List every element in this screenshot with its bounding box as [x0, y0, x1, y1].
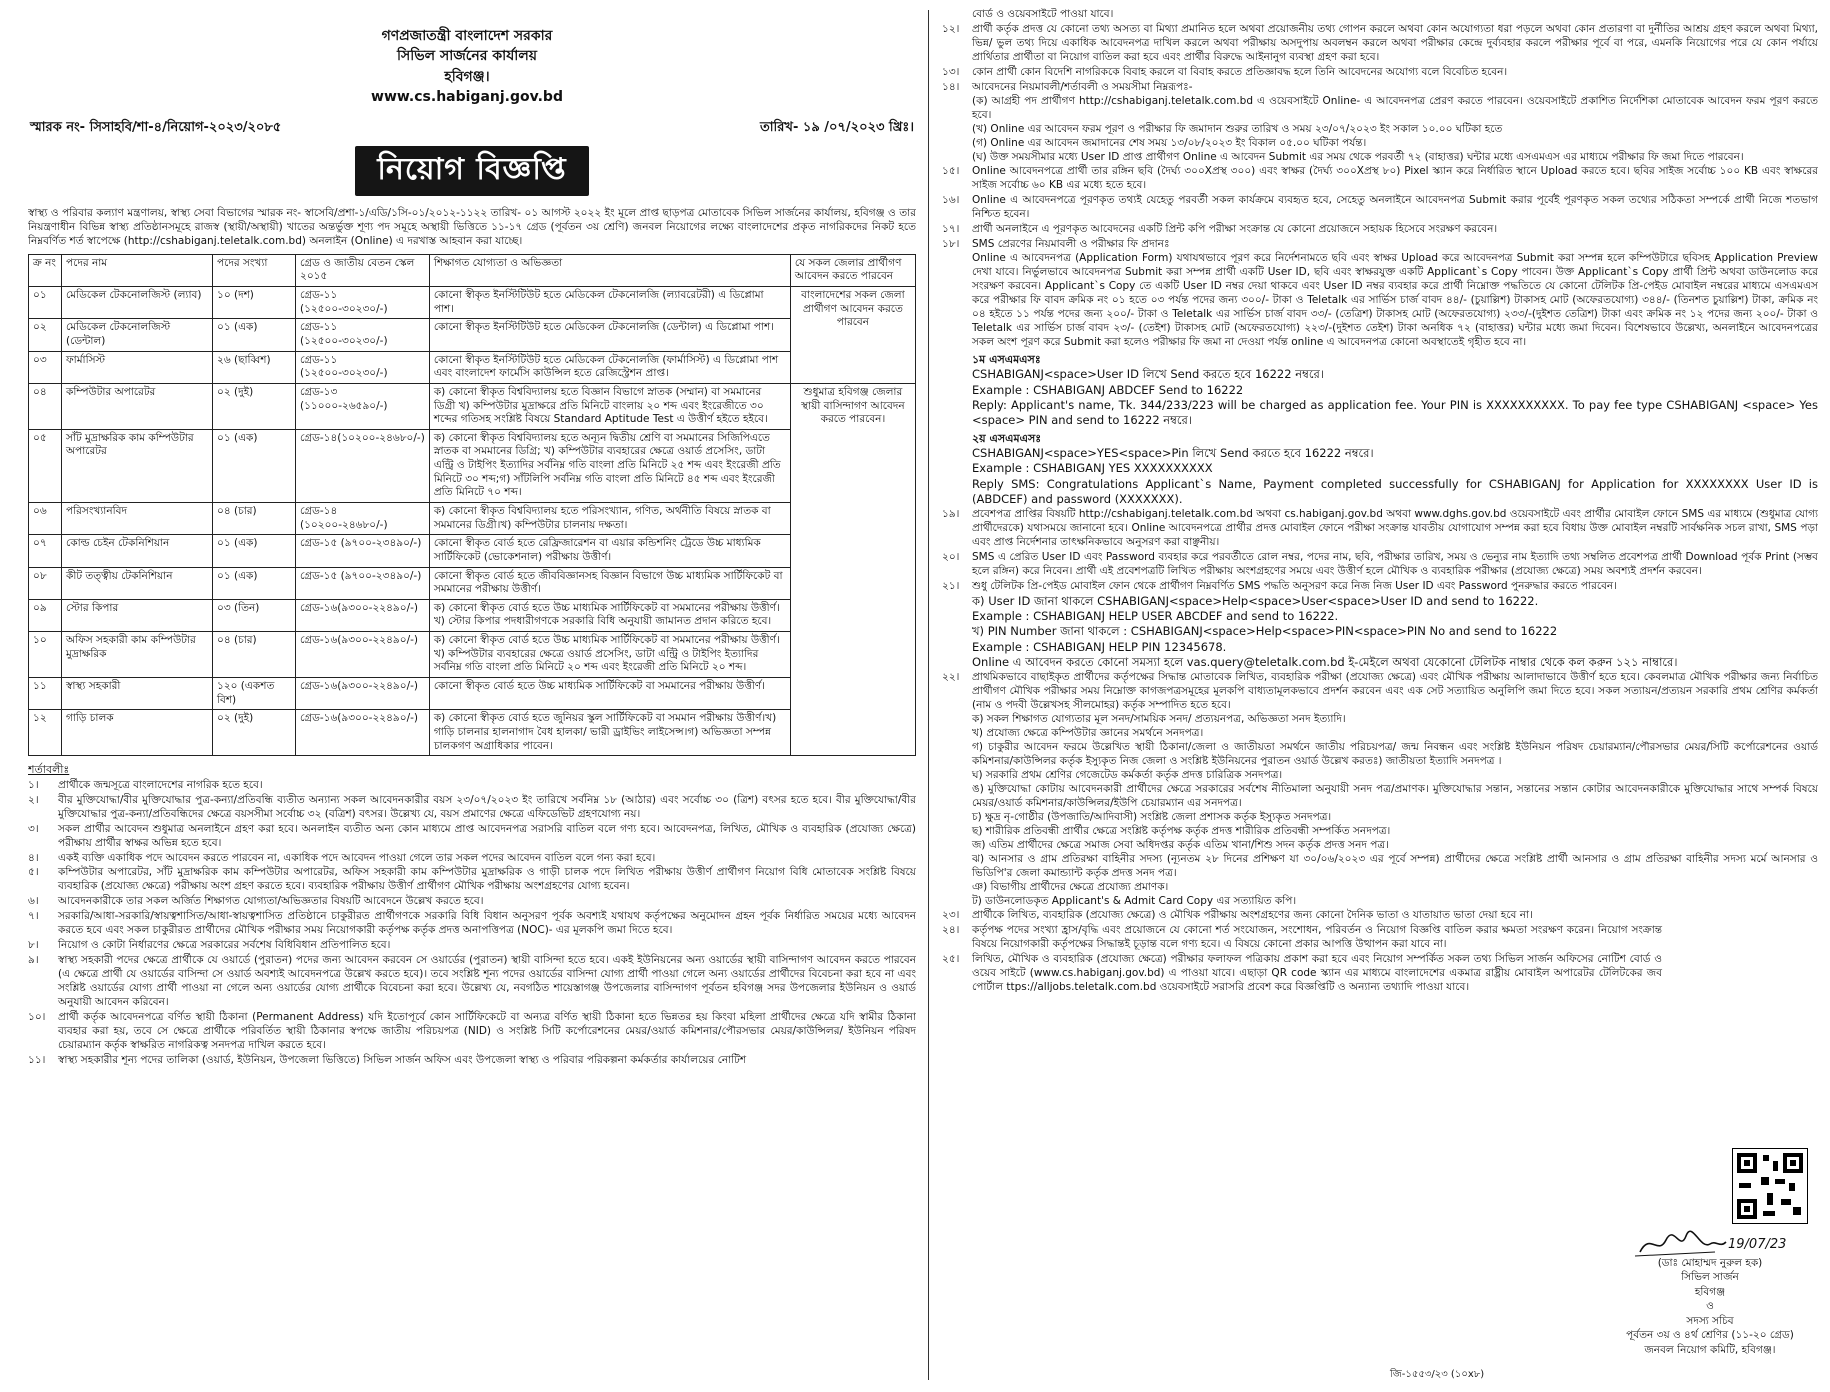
office-name: সিভিল সার্জনের কার্যালয় [396, 48, 538, 65]
post-count: ০২ (দুই) [213, 710, 296, 756]
item22-subpoint: ঙ) মুক্তিযোদ্ধা কোটায় আবেদনকারী প্রার্থীদের ক্ষেত্রে সরকারের সর্বশেষ নীতিমালা অনুযায়ী সনদ পত্র/প্রমাণক। মুক্তিযোদ্ধার সন্তান, সন্তানের সন্তান কোটার আবেদনকারীকে মুক্তিযোদ্ধার সাথে সম্পর্ক বিষয়ে মেয়র/ওয়ার্ড কমিশনার/কাউন্সিলর/ইউপি চেয়ারম্যান এর সনদপত্র। [972, 782, 1818, 809]
post-qualification: কোনো স্বীকৃত বোর্ড হতে রেফ্রিজারেশন বা এয়ার কন্ডিশনিং ট্রেডে উচ্চ মাধ্যমিক সার্টিফিকেট (ভোকেশনাল) পরীক্ষায় উত্তীর্ণ। [429, 535, 790, 567]
item-number: ১০। [28, 1011, 46, 1023]
item-text: Online আবেদনপত্রে প্রার্থী তার রঙ্গিন ছবি (দৈর্ঘ্য ৩০০Xপ্রস্থ ৩০০) এবং স্বাক্ষর (দৈর্ঘ্য ৩০০Xপ্রস্থ ৮০) Pixel স্ক্যান করে নির্ধারিত স্থানে Upload করতে হবে। ছবির সাইজ সর্বোচ্চ ১০০ KB এবং স্বাক্ষরের সাইজ সর্বোচ্চ ৬০ KB এর মধ্যে হতে হবে। [972, 165, 1818, 192]
item-text: সকল প্রার্থীর আবেদন শুধুমাত্র অনলাইনে গ্রহণ করা হবে। অনলাইন ব্যতীত অন্য কোন মাধ্যমে প্রাপ্ত আবেদনপত্র সরাসরি বাতিল বলে গণ্য হবে। আবেদনপত্র, লিখিত, মৌখিক ও ব্যবহারিক (প্রযোজ্য ক্ষেত্রে) পরীক্ষায় প্রার্থীর স্বাক্ষর অভিন্ন হতে হবে। [58, 822, 916, 849]
condition-item [942, 909, 1662, 923]
committee-line2: জনবল নিয়োগ কমিটি, হবিগঞ্জ। [1644, 1343, 1776, 1356]
item21-subpoint: Example : CSHABIGANJ HELP PIN 12345678. [972, 639, 1227, 654]
post-grade: গ্রেড-১৫ (৯৭০০-২৩৪৯০/-) [296, 535, 430, 567]
signatory-place: হবিগঞ্জ [1694, 1285, 1726, 1298]
item22-subpoint: ঘ) সরকারি প্রথম শ্রেণির গেজেটেড কর্মকর্তা কর্তৃক প্রদত্ত চারিত্রিক সনদপত্র। [972, 768, 1283, 781]
item21-subpoint: ক) User ID জানা থাকলে CSHABIGANJ<space>Help<space>User<space>User ID and send to 16222. [972, 593, 1539, 608]
item-text: প্রার্থীকে জন্মসূত্রে বাংলাদেশের নাগরিক হতে হবে। [58, 778, 263, 791]
condition-item [28, 852, 916, 866]
table-row [29, 632, 916, 678]
item14-subpoint: (গ) Online এর আবেদন জমাদানের শেষ সময় ১৩/০৮/২০২৩ ইং বিকাল ০৫.০০ ঘটিকা পর্যন্ত। [972, 136, 1367, 149]
district-eligibility-all: বাংলাদেশের সকল জেলা প্রার্থীগণ আবেদন করতে পারবেন [790, 287, 915, 384]
signature-image [1620, 1222, 1800, 1256]
table-row [29, 710, 916, 756]
condition-item [942, 924, 1662, 952]
item-number: ১৭। [942, 223, 960, 236]
qr-code[interactable] [1732, 1148, 1808, 1224]
item-text: SMS এ প্রেরিত User ID এবং Password ব্যবহার করে পরবর্তীতে রোল নম্বর, পদের নাম, ছবি, পরীক্ষার তারিখ, সময় ও ভেন্যুর নাম ইত্যাদি তথ্য সম্বলিত প্রবেশপত্র প্রার্থী Download পূর্বক Print (সম্ভব হলে রঙ্গিন) করে নিবেন। প্রার্থী এই প্রবেশপত্রটি লিখিত পরীক্ষায় অংশগ্রহণের সময়ে এবং উত্তীর্ণ হলে মৌখিক ও ব্যবহারিক পরীক্ষার (প্রযোজ্য ক্ষেত্রে) সময় অবশ্যই প্রদর্শন করবেন। [972, 551, 1818, 577]
item-number: ৩। [28, 822, 39, 835]
post-qualification: কোনো স্বীকৃত বোর্ড হতে জীববিজ্ঞানসহ বিজ্ঞান বিভাগে উচ্চ মাধ্যমিক সার্টিফিকেট বা সমমানের পরীক্ষায় উত্তীর্ণ। [429, 567, 790, 599]
condition-item [28, 779, 916, 793]
post-name: ফার্মাসিস্ট [62, 351, 213, 383]
sms1-line: CSHABIGANJ<space>User ID লিখে Send করতে হবে 16222 নম্বরে। [972, 367, 1324, 382]
table-row [29, 287, 916, 319]
sms2-line: Example : CSHABIGANJ YES XXXXXXXXXX [972, 461, 1213, 476]
svg-text:19/07/23: 19/07/23 [1728, 1237, 1787, 1252]
condition-item [28, 954, 916, 1010]
signatory-role: সদস্য সচিব [1686, 1314, 1734, 1327]
post-grade: গ্রেড-১৬(৯৩০০-২২৪৯০/-) [296, 632, 430, 678]
signatory-and: ও [1706, 1300, 1714, 1313]
post-name: কোল্ড চেইন টেকনিশিয়ান [62, 535, 213, 567]
item-text: কম্পিউটার অপারেটর, সাঁট মুদ্রাক্ষরিক কাম কম্পিউটার অপারেটর, অফিস সহকারী কাম কম্পিউটার মুদ্রাক্ষরিক ও গাড়ী চালক পদে লিখিত পরীক্ষায় উত্তীর্ণ প্রার্থীগণ নিয়োগ বিধি মোতাবেক সংশ্লিষ্ট বিষয়ে ব্যবহারিক (প্রযোজ্য ক্ষেত্রে) পরীক্ষায় অংশ গ্রহণ করতে হবে। ব্যবহারিক পরীক্ষায় উত্তীর্ণ প্রার্থীগণ মৌখিক পরীক্ষায় অংশগ্রহণের যোগ্য হবেন। [58, 866, 916, 893]
post-name: কম্পিউটার অপারেটর [62, 383, 213, 429]
condition-item [942, 23, 1818, 65]
post-grade: গ্রেড-১১ (১২৫০০-৩০২৩০/-) [296, 351, 430, 383]
post-serial: ০৬ [29, 502, 62, 534]
item-text: প্রার্থীকে লিখিত, ব্যবহারিক (প্রযোজ্য ক্ষেত্রে) ও মৌখিক পরীক্ষায় অংশগ্রহণের জন্য কোনো দৈনিক ভাতা ও যাতায়াত ভাতা দেয়া হবে না। [972, 909, 1533, 922]
post-name: অফিস সহকারী কাম কম্পিউটার মুদ্রাক্ষরিক [62, 632, 213, 678]
item-text: Online এ আবেদনপত্রে পূরণকৃত তথ্যই যেহেতু পরবর্তী সকল কার্যক্রমে ব্যবহৃত হবে, সেহেতু অনলাইনে আবেদনপত্র Submit করার পূর্বেই পূরণকৃত সকল তথ্যের সঠিকতা সম্পর্কে প্রার্থী নিজে শতভাগ নিশ্চিত হবেন। [972, 194, 1818, 221]
memo-line [28, 119, 916, 136]
item14-subpoint: (ক) আগ্রহী পদ প্রার্থীগণ http://cshabiganj.teletalk.com.bd এ ওয়েবসাইটে Online- এ আবেদনপত্র প্রেরণ করতে পারবেন। ওয়েবসাইটে প্রকাশিত নির্দেশিকা মোতাবেক আবেদন ফরম পূরণ করতে হবে। [972, 94, 1818, 121]
post-grade: গ্রেড-১১ (১২৫০০-৩০২৩০/-) [296, 287, 430, 319]
post-serial: ০১ [29, 287, 62, 319]
post-grade: গ্রেড-১৫ (৯৭০০-২৩৪৯০/-) [296, 567, 430, 599]
condition-item [942, 81, 1818, 95]
item-number: ৬। [28, 895, 39, 908]
post-serial: ০৭ [29, 535, 62, 567]
header-post-count: পদের সংখ্যা [213, 254, 296, 286]
item-text: বীর মুক্তিযোদ্ধা/বীর মুক্তিযোদ্ধার পুত্র-কন্যা/প্রতিবন্ধি ব্যতীত অন্যান্য সকল আবেদনকারীর বয়স ২৩/০৭/২০২৩ ইং তারিখে সর্বনিম্ন ১৮ (আঠার) এবং সর্বোচ্চ ৩০ (ত্রিশ) বৎসর হতে হবে। বীর মুক্তিযোদ্ধা/বীর মুক্তিযোদ্ধার পুত্র-কন্যা/প্রতিবন্ধিদের ক্ষেত্রে বয়সসীমা সর্বোচ্চ ৩২ (বত্রিশ) বৎসর। উল্লেখ্য যে, বয়স প্রমাণের ক্ষেত্রে এফিডেভিট গ্রহণযোগ্য নয়। [58, 793, 916, 820]
item-number: ২৩। [942, 909, 960, 922]
item-text: কোন প্রার্থী কোন বিদেশি নাগরিককে বিবাহ করলে বা বিবাহ করতে প্রতিজ্ঞাবদ্ধ হলে তিনি আবেদনের অযোগ্য বলে বিবেচিত হবেন। [972, 65, 1508, 78]
sms2-lines [942, 446, 1818, 507]
sms1-title: ১ম এসএমএসঃ [972, 352, 1041, 366]
header-district: যে সকল জেলার প্রার্থীগণ আবেদন করতে পারবেন [790, 254, 915, 286]
item22-subpoint: ক) সকল শিক্ষাগত যোগ্যতার মূল সনদ/সাময়িক সনদ/ প্রত্যয়নপত্র, অভিজ্ঞতা সনদ ইত্যাদি। [972, 713, 1346, 726]
item-number: ১৫। [942, 165, 960, 178]
item18-body: Online এ আবেদনপত্র (Application Form) যথাযথভাবে পূরণ করে নির্দেশনামতে ছবি এবং স্বাক্ষর Upload করে আবেদনপত্র Submit করা সম্পন্ন হলে কম্পিউটারে ছবিসহ Application Preview দেখা যাবে। নির্ভুলভাবে আবেদনপত্র Submit করা সম্পন্ন প্রার্থী একটি User ID, ছবি এবং স্বাক্ষরযুক্ত একটি Applicant`s Copy পাবেন। উক্ত Applicant`s Copy প্রার্থী প্রিন্ট অথবা ডাউনলোড করে সংরক্ষণ করবেন। Applicant`s Copy তে একটি User ID নম্বর দেয়া থাকবে এবং User ID নম্বর ব্যবহার করে প্রার্থী নিম্নোক্ত পদ্ধতিতে যে কোনো টেলিটক প্রি-পেইড মোবাইল নম্বরের মাধ্যমে এসএমএস করে পরীক্ষার ফি বাবদ ক্রমিক নং ০১ হতে ০৩ পর্যন্ত পদের জন্য ৩০০/- টাকা ও Teletalk এর সার্ভিস চার্জ বাবদ ৪৪/- (চুয়াল্লিশ) টাকাসহ মোট (অফেরতযোগ্য) ৩৪৪/- (তিনশত চুয়াল্লিশ) টাকা, ক্রমিক নং ০৪ হইতে ১১ পর্যন্ত পদের জন্য ২০০/- টাকা ও Teletalk এর সার্ভিস চার্জ বাবদ ৩৩/- (তেত্রিশ) টাকাসহ মোট (অফেরতযোগ্য) ২৩৩/-(দুইশত তেত্রিশ) টাকা এবং ক্রমিক নং ১২ পদের জন্য ২০০/- টাকা ও Teletalk এর সার্ভিস চার্জ বাবদ ২৩/- (তেইশ) টাকাসহ মোট (অফেরতযোগ্য) ২২৩/-(দুইশত তেইশ) টাকা অনধিক ৭২ (বাহাত্তর) ঘন্টার মধ্যে জমা দিবেন। বিশেষভাবে উল্লেখ্য, অনলাইনে আবেদনপত্রের সকল অংশ পূরণ করে Submit করা হলেও পরীক্ষার ফি জমা না দেওয়া পর্যন্ত online এ আবেদনপত্র কোনো অবস্থাতেই গৃহীত হবে না। [972, 252, 1818, 348]
post-grade: গ্রেড-১৪ (১০২০০-২৪৬৮০/-) [296, 502, 430, 534]
memo-number: স্মারক নং- সিসাহবি/শা-৪/নিয়োগ-২০২৩/২০৮৫ [30, 120, 282, 136]
header-post-name: পদের নাম [62, 254, 213, 286]
item22-subpoint: ঞ) বিভাগীয় প্রার্থীদের ক্ষেত্রে প্রযোজ্য প্রমাণক। [972, 880, 1169, 893]
left-column [28, 26, 916, 1378]
condition-item [942, 508, 1818, 550]
post-name: মেডিকেল টেকনোলজিস্ট (ল্যাব) [62, 287, 213, 319]
condition-item [942, 580, 1818, 594]
item-text: আবেদনের নিয়মাবলী/শর্তাবলী ও সময়সীমা নিম্নরূপঃ- [972, 80, 1193, 93]
intro-paragraph: স্বাস্থ্য ও পরিবার কল্যাণ মন্ত্রণালয়, স্বাস্থ্য সেবা বিভাগের স্মারক নং- স্বাসেবি/প্রশা-১/এডি/১সি-০১/২০১২-১১২২ তারিখ- ০১ আগস্ট ২০২২ ইং মূলে প্রাপ্ত ছাড়পত্র মোতাবেক সিভিল সার্জনের কার্যালয়, হবিগঞ্জ ও তার নিয়ন্ত্রণাধীন বিভিন্ন স্বাস্থ্য প্রতিষ্ঠানসমূহে রাজস্ব (স্থায়ী/অস্থায়ী) খাতের অন্তর্ভুক্ত শূণ্য পদ সমূহে অস্থায়ী ভিত্তিতে ১১-১৭ গ্রেড (পূর্বতন ৩য় শ্রেণি) জনবল নিয়োগের লক্ষ্যে বাংলাদেশের প্রকৃত নাগরিকদের নিকট হতে নিম্নবর্ণিত শর্ত স্বাপেক্ষে (http://cshabiganj.teletalk.com.bd) অনলাইন (Online) এ দরখাস্ত আহবান করা যাচ্ছে। [28, 206, 916, 248]
district-eligibility-local: শুধুমাত্র হবিগঞ্জ জেলার স্থায়ী বাসিন্দাগণ আবেদন করতে পারবেন। [790, 383, 915, 755]
item21-sublist [942, 594, 1818, 670]
condition-item [28, 823, 916, 851]
item-number: ৭। [28, 910, 39, 923]
post-qualification: ক) কোনো স্বীকৃত বিশ্ববিদ্যালয় হতে বিজ্ঞান বিভাগে স্নাতক (সম্মান) বা সমমানের ডিগ্রী খ) কম্পিউটার মুদ্রাক্ষরে প্রতি মিনিটে বাংলায় ২০ শব্দ এবং ইংরেজীতে ৩০ শব্দের গতিসহ সংশ্লিষ্ট বিষয়ে Standard Aptitude Test এ উত্তীর্ণ হইতে হইবে। [429, 383, 790, 429]
sms1-lines [942, 367, 1818, 428]
item-number: ৫। [28, 866, 39, 879]
post-serial: ০৩ [29, 351, 62, 383]
memo-date: তারিখ- ১৯ /০৭/২০২৩ খ্রিঃ। [760, 120, 914, 136]
item21-subpoint: Online এ আবেদন করতে কোনো সমস্যা হলে vas.query@teletalk.com.bd ই-মেইলে অথবা যেকোনো টেলিটক নাম্বার থেকে কল করুন ১২১ নাম্বারে। [972, 655, 1678, 669]
condition-item [28, 866, 916, 894]
table-row [29, 351, 916, 383]
post-name: গাড়ি চালক [62, 710, 213, 756]
header-qualification: শিক্ষাগত যোগ্যতা ও অভিজ্ঞতা [429, 254, 790, 286]
post-count: ০৩ (তিন) [213, 599, 296, 631]
condition-item [28, 1054, 916, 1068]
post-qualification: ক) কোনো স্বীকৃত বিশ্ববিদ্যালয় হতে পরিসংখ্যান, গণিত, অর্থনীতি বিষয়ে স্নাতক বা সমমানের ডিগ্রী।খ) কম্পিউটার চালনায় দক্ষতা। [429, 502, 790, 534]
post-serial: ১০ [29, 632, 62, 678]
condition-item [942, 223, 1818, 237]
post-grade: গ্রেড-১৬(৯৩০০-২২৪৯০/-) [296, 678, 430, 710]
item22-subpoint: ছ) শারীরিক প্রতিবন্ধী প্রার্থীর ক্ষেত্রে সংশ্লিষ্ট কর্তৃপক্ষ কর্তৃক প্রদত্ত শারীরিক প্রতিবন্ধী সম্পর্কিত সনদপত্র। [972, 824, 1391, 837]
post-qualification: ক) কোনো স্বীকৃত বোর্ড হতে উচ্চ মাধ্যমিক সার্টিফিকেট বা সমমানের পরীক্ষায় উত্তীর্ণ।খ) স্টোর কিপার পদধারীগণকে সরকারি বিধি অনুযায়ী জামানত প্রদান করিতে হবে। [429, 599, 790, 631]
item22-subpoint: জ) এতিম প্রার্থীদের ক্ষেত্রে সমাজ সেবা অধিদপ্তর কর্তৃক এতিম খানা/শিশু সদন কর্তৃক প্রদত্ত সনদ পত্র। [972, 838, 1389, 851]
item14-sublist [942, 95, 1818, 165]
post-count: ০১ (এক) [213, 567, 296, 599]
condition-item [28, 1011, 916, 1053]
table-row [29, 383, 916, 429]
post-serial: ১১ [29, 678, 62, 710]
sms2-line: Reply SMS: Congratulations Applicant`s Name, Payment completed successfully for CSHABIGANJ for Application for XXXXXXXX User ID is (ABDCEF) and password (XXXXXXX). [972, 476, 1818, 506]
item-text: লিখিত, মৌখিক ও ব্যবহারিক (প্রযোজ্য ক্ষেত্রে) পরীক্ষার ফলাফল পত্রিকায় প্রকাশ করা হবে এবং নিয়োগ সম্পর্কিত সকল তথ্য সিভিল সার্জন অফিসের নোটিশ বোর্ড ও ওয়েব সাইটে (www.cs.habiganj.gov.bd) এ পাওয়া যাবে। এছাড়া QR code স্ক্যান এর মাধ্যমে বাংলাদেশের একমাত্র রাষ্ট্রীয় মোবাইল অপারেটর টেলিটকের জব পোর্টাল ttps://alljobs.teletalk.com.bd ওয়েবসাইটে সরাসরি প্রবেশ করে বিজ্ঞপ্তিটি ও অন্যান্য তথ্যাদি পাওয়া যাবে। [972, 953, 1662, 994]
item-text: আবেদনকারীকে তার সকল অর্জিত শিক্ষাগত যোগ্যতা/অভিজ্ঞতার বিষয়টি আবেদনে উল্লেখ করতে হবে। [58, 895, 484, 908]
footer-code: জি-১৫৫৩/২৩ (১০x৮) [1390, 1369, 1485, 1380]
vacancy-table [28, 254, 916, 757]
table-header-row [29, 254, 916, 286]
item-number: ১২। [942, 22, 960, 35]
right-column [942, 8, 1818, 1384]
item-text: একই ব্যক্তি একাধিক পদে আবেদন করতে পারবেন না, একাধিক পদে আবেদন পাওয়া গেলে তার সকল পদের আবেদন বাতিল বলে গন্য করা হবে। [58, 851, 656, 864]
post-qualification: ক) কোনো স্বীকৃত বোর্ড হতে উচ্চ মাধ্যমিক সার্টিফিকেট বা সমমানের পরীক্ষায় উত্তীর্ণ।খ) কম্পিউটার ব্যবহারের ক্ষেত্রে ওয়ার্ড প্রসেসিং, ডাটা এন্ট্রি ও টাইপিং ইত্যাদির সর্বনিম্ন গতি বাংলা প্রতি মিনিটে ২০ শব্দ এবং ইংরেজী প্রতি মিনিটে ২০ শব্দ। [429, 632, 790, 678]
signatory-name: (ডাঃ মোহাম্মদ নুরুল হক) [1657, 1257, 1763, 1269]
condition-item [942, 671, 1818, 713]
item-number: ২২। [942, 671, 960, 684]
govt-name: গণপ্রজাতন্ত্রী বাংলাদেশ সরকার [381, 28, 553, 44]
table-row [29, 502, 916, 534]
committee-line1: পূর্বতন ৩য় ও ৪র্থ শ্রেণির (১১-২০ গ্রেড) [1626, 1329, 1794, 1342]
item11-continuation: বোর্ড ও ওয়েবসাইটে পাওয়া যাবে। [972, 8, 1114, 20]
table-row [29, 319, 916, 351]
item22-subpoint: ট) ডাউনলোডকৃত Applicant's & Admit Card Copy এর সত্যায়িত কপি। [972, 894, 1297, 907]
condition-item [942, 551, 1818, 579]
post-serial: ১২ [29, 710, 62, 756]
condition-item [942, 194, 1818, 222]
items-group-b [942, 165, 1818, 252]
item14-subpoint: (খ) Online এর আবেদন ফরম পূরণ ও পরীক্ষার ফি জমাদান শুরুর তারিখ ও সময় ২৩/০৭/২০২৩ ইং সকাল ১০.০০ ঘটিকা হতে [972, 122, 1503, 135]
table-row [29, 599, 916, 631]
post-qualification: ক) কোনো স্বীকৃত বোর্ড হতে জুনিয়র স্কুল সার্টিফিকেট বা সমমান পরীক্ষায় উত্তীর্ণ।খ) গাড়ি চালনার হালনাগাদ বৈধ হালকা/ ভারী ড্রাইভিং লাইসেন্স।গ) অভিজ্ঞতা সম্পন্ন চালকগণ অগ্রাধিকার পাবেন। [429, 710, 790, 756]
notice-title: নিয়োগ বিজ্ঞপ্তি [355, 146, 588, 196]
item-number: ১৬। [942, 194, 960, 207]
item-number: ১৩। [942, 65, 960, 78]
post-grade: গ্রেড-১১ (১২৫০০-৩০২৩০/-) [296, 319, 430, 351]
post-qualification: ক) কোনো স্বীকৃত বিশ্ববিদ্যালয় হতে অন্যূন দ্বিতীয় শ্রেণি বা সমমানের সিজিপিএতে স্নাতক বা সমমানের ডিগ্রি; খ) কম্পিউটার ব্যবহারের ক্ষেত্রে ওয়ার্ড প্রসেসিং, ডাটা এন্ট্রি ও টাইপিং ইত্যাদির সর্বনিম্ন গতি বাংলা প্রতি মিনিটে ২৫ শব্দ এবং ইংরেজী প্রতি মিনিটে ৩০ শব্দ;গ) সাঁটলিপি সর্বনিম্ন গতি বাংলা প্রতি মিনিটে ৪৫ শব্দ এবং ইংরেজী প্রতি মিনিটে ৭০ শব্দ। [429, 429, 790, 502]
sms2-title: ২য় এসএমএসঃ [972, 431, 1042, 445]
item-text: প্রাথমিকভাবে বাছাইকৃত প্রার্থীদের কর্তৃপক্ষের সিদ্ধান্ত মোতাবেক লিখিত, ব্যবহারিক পরীক্ষা (প্রযোজ্য ক্ষেত্রে) এবং মৌখিক পরীক্ষায় আলাদাভাবে উত্তীর্ণ হতে হবে। কেবলমাত্র মৌখিক পরীক্ষার জন্য নির্বাচিত প্রার্থীগণ মৌখিক পরীক্ষার সময় নিম্নোক্ত কাগজপত্রসমূহের মূলকপি বাধ্যতামূলকভাবে প্রদর্শন করবেন এবং এক সেট সত্যায়িত অনুলিপি জমা দিতে হবে। সকল সত্যায়ন/প্রত্যয়ন সরকারি প্রথম শ্রেণির কর্মকর্তা (নাম ও পদবী উল্লেখসহ সীলমোহর) কর্তৃক সম্পাদিত হতে হবে। [972, 671, 1818, 712]
item-text: SMS প্রেরণের নিয়মাবলী ও পরীক্ষার ফি প্রদানঃ [972, 238, 1170, 251]
condition-item [942, 238, 1818, 252]
post-count: ০১ (এক) [213, 429, 296, 502]
post-qualification: কোনো স্বীকৃত বোর্ড হতে উচ্চ মাধ্যমিক সার্টিফিকেট বা সমমানের পরীক্ষায় উত্তীর্ণ। [429, 678, 790, 710]
item-text: স্বাস্থ্য সহকারী পদের ক্ষেত্রে প্রার্থীকে যে ওয়ার্ডে (পুরাতন) পদের জন্য আবেদন করবেন সে ওয়ার্ডের (পুরাতন) স্থায়ী বাসিন্দা হতে হবে। একই ইউনিয়নের অন্য ওয়ার্ডের স্থায়ী বাসিন্দাগণ আবেদন করতে পারবেন (এ ক্ষেত্রে প্রার্থী যে ওয়ার্ডের বাসিন্দা সে ওয়ার্ড অবশ্যই আবেদনপত্রে উল্লেখ করতে হবে)। তবে সংশ্লিষ্ট শূন্য পদের ওয়ার্ডের বাসিন্দা যোগ্য প্রার্থী পাওয়া গেলে অন্য ওয়ার্ডের প্রার্থীদের বিবেচনা করা হবে না এবং সংশ্লিষ্ট ওয়ার্ডের যোগ্য প্রার্থী পাওয়া না গেলে অন্য ওয়ার্ডের যোগ্য প্রার্থীকে বিবেচনা করা হবে। উল্লেখ্য যে, নবগঠিত শায়েস্তাগঞ্জ উপজেলার বাসিন্দাগণ পূর্বতন হবিগঞ্জ সদর উপজেলার ইউনিয়ন ও ওয়ার্ড অনুযায়ী আবেদন করিবেন। [58, 954, 916, 1009]
item-number: ১৯। [942, 508, 960, 521]
item21-subpoint: Example : CSHABIGANJ HELP USER ABCDEF and send to 16222. [972, 609, 1339, 624]
post-name: সাঁট মুদ্রাক্ষরিক কাম কম্পিউটার অপারেটর [62, 429, 213, 502]
header-serial: ক্র নং [29, 254, 62, 286]
item-text: নিয়োগ ও কোটা নির্ধারণের ক্ষেত্রে সরকারের সর্বশেষ বিধিবিধান প্রতিপালিত হবে। [58, 939, 391, 952]
item14-subpoint: (ঘ) উক্ত সময়সীমার মধ্যে User ID প্রাপ্ত প্রার্থীগণ Online এ আবেদন Submit এর সময় থেকে পরবর্তী ৭২ (বাহাত্তর) ঘন্টার মধ্যে এসএমএস এর মাধ্যমে পরীক্ষার ফি জমা দিতে পারবেন। [972, 150, 1744, 163]
sms1-line: Example : CSHABIGANJ ABDCEF Send to 16222 [972, 382, 1244, 397]
header-grade: গ্রেড ও জাতীয় বেতন স্কেল ২০১৫ [296, 254, 430, 286]
post-grade: গ্রেড-১৬(৯৩০০-২২৪৯০/-) [296, 599, 430, 631]
item-text: কর্তৃপক্ষ পদের সংখ্যা হ্রাস/বৃদ্ধি এবং প্রয়োজনে যে কোনো শর্ত সংযোজন, সংশোধন, পরিবর্তন ও নিয়োগ বিজ্ঞপ্তি বাতিল করার ক্ষমতা সংরক্ষণ করেন। নিয়োগ সংক্রান্ত বিষয়ে নিয়োগকারী কর্তৃপক্ষের সিদ্ধান্তই চূড়ান্ত বলে গণ্য হবে। এ বিষয়ে কোনো প্রকার আপত্তি উত্থাপন করা যাবে না। [972, 924, 1662, 951]
item-number: ২৪। [942, 924, 960, 937]
item-text: প্রার্থী অনলাইনে এ পূরণকৃত আবেদনের একটি প্রিন্ট কপি পরীক্ষা সংক্রান্ত যে কোনো প্রয়োজনে সহায়ক হিসেবে সংরক্ষণ করবেন। [972, 223, 1498, 236]
post-grade: গ্রেড-১৬(৯৩০০-২২৪৯০/-) [296, 710, 430, 756]
sms1-line: Reply: Applicant's name, Tk. 344/233/223 will be charged as application fee. Your PIN is XXXXXXXXXX. To pay fee type CSHABIGANJ <space> Yes <space> PIN and send to 16222 নম্বরে। [972, 397, 1818, 428]
post-count: ১০ (দশ) [213, 287, 296, 319]
item-number: ৯। [28, 954, 39, 967]
post-count: ১২০ (একশত বিশ) [213, 678, 296, 710]
table-row [29, 535, 916, 567]
sms2-line: CSHABIGANJ<space>YES<space>Pin লিখে Send করতে হবে 16222 নম্বরে। [972, 446, 1374, 461]
condition-item [28, 939, 916, 953]
post-serial: ০৯ [29, 599, 62, 631]
signature-block [1620, 1222, 1800, 1357]
post-count: ০৪ (চার) [213, 502, 296, 534]
condition-item [28, 794, 916, 822]
signatory-title: সিভিল সার্জন [1681, 1271, 1739, 1284]
condition-item [28, 895, 916, 909]
item22-subpoint: গ) চাকুরীর আবেদন ফরমে উল্লেখিত স্থায়ী ঠিকানা/জেলা ও জাতীয়তা সমর্থনে জাতীয় পরিচয়পত্র/ জন্ম নিবন্ধন এবং সংশ্লিষ্ট ইউনিয়ন পরিষদ চেয়ারম্যান/পৌরসভার মেয়র/সিটি কর্পোরেশনের ওয়ার্ড কমিশনার/কাউন্সিলর কর্তৃক ইস্যুকৃত নিজ জেলা ও সংশ্লিষ্ট ইউনিয়নের পুরাতন ওয়ার্ড উল্লেখ করতঃ) জাতীয়তা ইত্যাদি সনদপত্র । [972, 741, 1818, 767]
office-header [28, 26, 916, 107]
item-text: শুধু টেলিটক প্রি-পেইড মোবাইল ফোন থেকে প্রার্থীগণ নিম্নবর্ণিত SMS পদ্ধতি অনুসরণ করে নিজ নিজ User ID এবং Password পুনরুদ্ধার করতে পারবেন। [972, 579, 1617, 592]
item22-subpoint: ঝ) আনসার ও গ্রাম প্রতিরক্ষা বাহিনীর সদস্য (ন্যূনতম ২৮ দিনের প্রশিক্ষণ যা ৩০/০৬/২০২৩ এর পূর্বে সম্পন্ন) প্রার্থীদের ক্ষেত্রে সংশ্লিষ্ট প্রার্থী আনসার ও গ্রাম প্রতিরক্ষা বাহিনীর সদস্য মর্মে আনসার ও ভিডিপি'র জেলা কমান্ড্যান্ট কর্তৃক প্রদত্ত সনদ পত্র। [972, 852, 1818, 879]
post-grade: গ্রেড-১৩ (১১০০০-২৬৫৯০/-) [296, 383, 430, 429]
post-count: ০১ (এক) [213, 319, 296, 351]
post-qualification: কোনো স্বীকৃত ইনস্টিটিউট হতে মেডিকেল টেকনোলজি (ডেন্টাল) এ ডিপ্লোমা পাশ। [429, 319, 790, 351]
item-number: ১১। [28, 1053, 46, 1066]
column-divider [928, 10, 929, 1380]
office-location: হবিগঞ্জ। [444, 68, 490, 85]
item-number: ২। [28, 793, 39, 806]
conditions-list [28, 779, 916, 1068]
post-count: ০২ (দুই) [213, 383, 296, 429]
post-serial: ০৫ [29, 429, 62, 502]
table-row [29, 429, 916, 502]
post-name: স্টোর কিপার [62, 599, 213, 631]
table-row [29, 678, 916, 710]
item-text: প্রার্থী কর্তৃক প্রদত্ত যে কোনো তথ্য অসত্য বা মিথ্যা প্রমানিত হলে অথবা প্রয়োজনীয় তথ্য গোপন করলে অথবা কোন অযোগ্যতা ধরা পড়লে অথবা কোন প্রতারণা বা দুর্নীতির আশ্রয় গ্রহণ করলে অথবা মিথ্যা, ভিন্ন/ ভুল তথ্য দিয়ে একাধিক আবেদনপত্র দাখিল করলে অথবা পরীক্ষায় অসদুপায় অবলম্বন করলে অথবা পরীক্ষার কেন্দ্রে দুর্ব্যবহার করলে পরীক্ষার পূর্বে বা পরে, এমনকি নিয়োগের পরে যে কোন পর্যায়ে প্রার্থিতার প্রার্থীতা বা নিয়োগ বাতিল করা হবে এবং প্রার্থীর বিরুদ্ধে আইনানুগ ব্যবস্থা গ্রহণ করা হবে। [972, 22, 1818, 63]
items-group-c [942, 508, 1818, 594]
item-number: ১৪। [942, 80, 960, 93]
item-number: ১৮। [942, 238, 960, 251]
condition-item [942, 66, 1818, 80]
post-qualification: কোনো স্বীকৃত ইনস্টিটিউট হতে মেডিকেল টেকনোলজি (ল্যাবরেটরী) এ ডিপ্লোমা পাশ। [429, 287, 790, 319]
post-name: মেডিকেল টেকনোলজিস্ট (ডেন্টাল) [62, 319, 213, 351]
item22-subpoint: খ) প্রযোজ্য ক্ষেত্রে কম্পিউটার জ্ঞানের সমর্থনে সনদপত্র। [972, 727, 1204, 740]
post-serial: ০৪ [29, 383, 62, 429]
item-text: প্রার্থী কর্তৃক আবেদনপত্রে বর্ণিত স্থায়ী ঠিকানা (Permanent Address) যদি ইতোপূর্বে কোন সার্টিফিকেটে বা অন্যত্র বর্ণিত স্থায়ী ঠিকানা হতে ভিন্নতর হয় কিংবা মহিলা প্রার্থীদের ক্ষেত্রে যদি স্বামীর ঠিকানা ব্যবহার করা হয়, তবে সে ক্ষেত্রে প্রার্থীকে পরিবর্তিত স্থায়ী ঠিকানার স্বপক্ষে জাতীয় পরিচয়পত্র (NID) ও সংশ্লিষ্ট সিটি কর্পোরেশনের মেয়র/ওয়ার্ড কমিশনার/পৌরসভার মেয়র/কাউন্সিলর/ ইউনিয়ন পরিষদ চেয়ারম্যান কর্তৃক স্বাক্ষরিত নাগরিকত্ব সনদপত্র দাখিল করতে হবে। [58, 1011, 916, 1051]
condition-item [942, 165, 1818, 193]
post-serial: ০৮ [29, 567, 62, 599]
item-number: ৮। [28, 939, 39, 952]
post-grade: গ্রেড-১৪(১০২০০-২৪৬৮০/-) [296, 429, 430, 502]
item-text: স্বাস্থ্য সহকারীর শূন্য পদের তালিকা (ওয়ার্ড, ইউনিয়ন, উপজেলা ভিত্তিতে) সিভিল সার্জন অফিস এবং উপজেলা স্বাস্থ্য ও পরিবার পরিকল্পনা কর্মকর্তার কার্যালয়ের নোটিশ [58, 1053, 747, 1066]
condition-item [28, 910, 916, 938]
office-website[interactable]: www.cs.habiganj.gov.bd [371, 88, 563, 105]
post-count: ০১ (এক) [213, 535, 296, 567]
item21-subpoint: খ) PIN Number জানা থাকলে : CSHABIGANJ<space>Help<space>PIN<space>PIN No and send to 16222 [972, 624, 1558, 639]
item-number: ১। [28, 778, 39, 791]
item22-subpoint: চ) ক্ষুদ্র নৃ-গোষ্ঠীর (উপজাতি/আদিবাসী) সংশ্লিষ্ট জেলা প্রশাসক কর্তৃক ইস্যুকৃত সনদপত্র। [972, 810, 1332, 823]
item-number: ২৫। [942, 953, 960, 966]
item-text: সরকারি/আধা-সরকারি/স্বায়ত্বশাসিত/আধা-স্বায়ত্বশাসিত প্রতিষ্ঠানে চাকুরীরত প্রার্থীগণকে সরকারি বিধি বিধান অনুসরণ পূর্বক অবশ্যই যথাযথ কর্তৃপক্ষের অনুমোদন গ্রহন পূর্বক নির্ধারিত সময়ের মধ্যে আবেদন করতে হবে এবং সকল চাকুরীরত প্রার্থীদের মৌখিক পরীক্ষার সময় নিয়োগকারী কর্তৃপক্ষ কর্তৃক প্রদত্ত অনাপত্তিপত্র (NOC)- এর মূলকপি জমা দিতে হবে। [58, 910, 916, 937]
post-name: কীট তত্ত্বীয় টেকনিশিয়ান [62, 567, 213, 599]
post-name: স্বাস্থ্য সহকারী [62, 678, 213, 710]
table-row [29, 567, 916, 599]
condition-item [942, 953, 1662, 995]
post-count: ২৬ (ছাব্বিশ) [213, 351, 296, 383]
post-count: ০৪ (চার) [213, 632, 296, 678]
item-number: ৪। [28, 851, 39, 864]
items-group-a [942, 23, 1818, 95]
items-group-d [942, 909, 1662, 995]
post-serial: ০২ [29, 319, 62, 351]
post-qualification: কোনো স্বীকৃত ইনস্টিটিউট হতে মেডিকেল টেকনোলজি (ফার্মাসিস্ট) এ ডিপ্লোমা পাশ এবং বাংলাদেশ ফার্মেসি কাউন্সিল হতে রেজিস্ট্রেশন প্রাপ্ত। [429, 351, 790, 383]
conditions-title: শর্তাবলীঃ [28, 763, 70, 777]
item22-sublist [942, 713, 1818, 908]
item-number: ২০। [942, 551, 960, 564]
item-number: ২১। [942, 579, 960, 592]
post-name: পরিসংখ্যানবিদ [62, 502, 213, 534]
item-text: প্রবেশপত্র প্রাপ্তির বিষয়টি http://cshabiganj.teletalk.com.bd অথবা cs.habiganj.gov.bd অথবা www.dghs.gov.bd ওয়েবসাইটে এবং প্রার্থীর মোবাইল ফোনে SMS এর মাধ্যমে (শুধুমাত্র যোগ্য প্রার্থীদেরকে) যথাসময়ে জানানো হবে। Online আবেদনপত্রে প্রার্থীর প্রদত্ত মোবাইল ফোনে পরীক্ষা সংক্রান্ত যাবতীয় যোগাযোগ সম্পন্ন করা হবে বিধায় উক্ত মোবাইল নম্বরটি সার্বক্ষনিক সচল রাখা, SMS পড়া এবং প্রাপ্ত নির্দেশনার তাৎক্ষনিকভাবে অনুসরণ করা বাঞ্ছনীয়। [972, 508, 1818, 549]
